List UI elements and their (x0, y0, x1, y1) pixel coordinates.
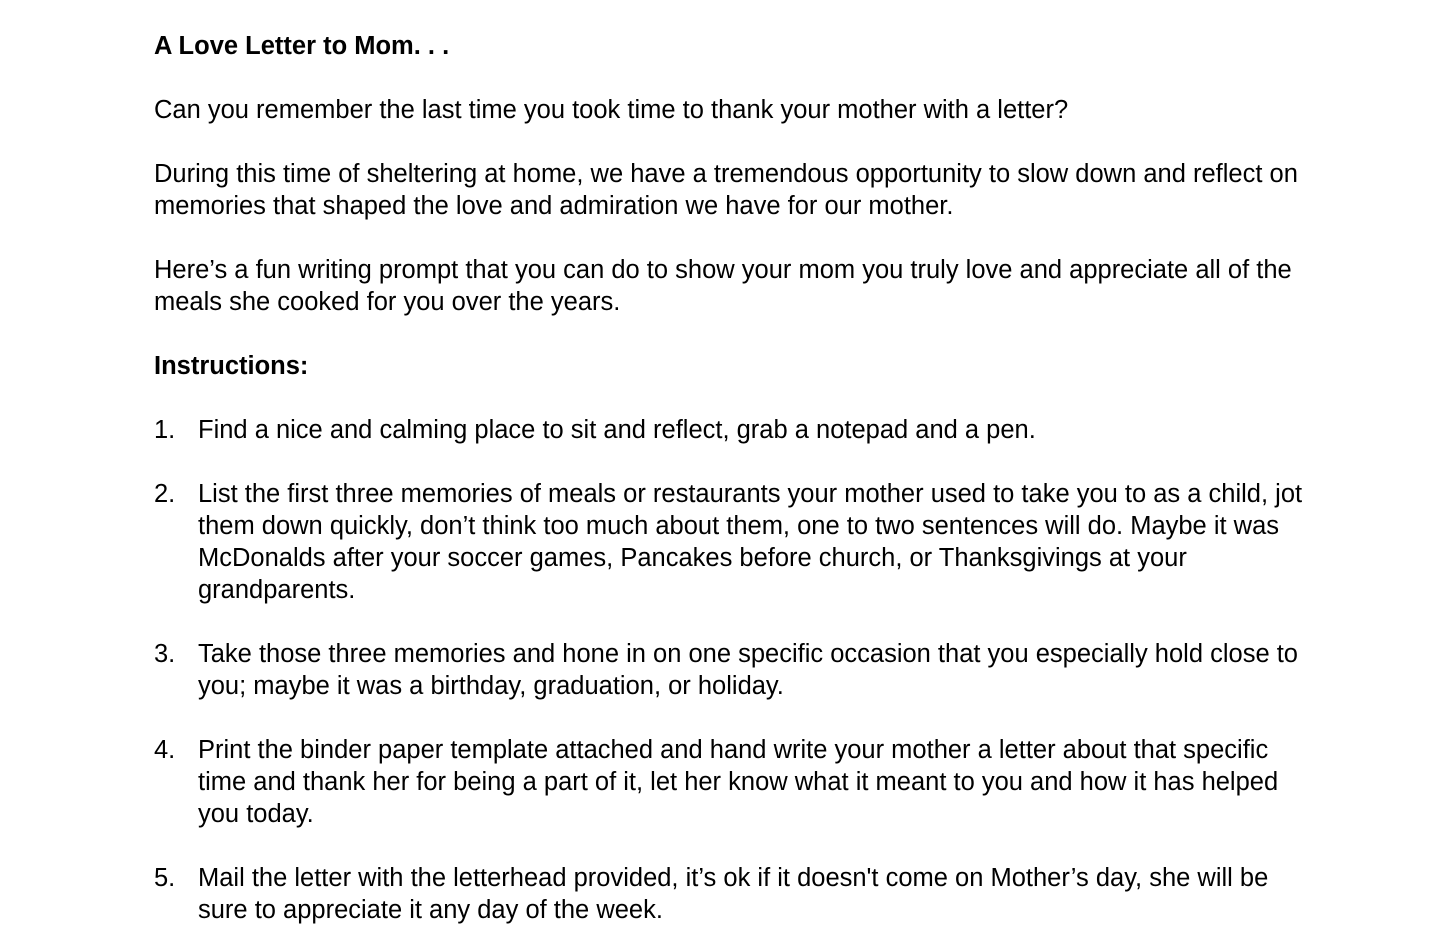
sheltering-paragraph: During this time of sheltering at home, we have a tremendous opportunity to slow down and reflect on memories that shaped the love and admiration we have for our mother. (154, 160, 1298, 220)
intro-paragraph: Can you remember the last time you took time to thank your mother with a letter? (154, 96, 1069, 124)
step-text: Take those three memories and hone in on one specific occasion that you especially hold close to you; maybe it was a birthday, graduation, or holiday. (198, 640, 1298, 700)
step-text: List the first three memories of meals or restaurants your mother used to take you to as a child, jot them down quickly, don’t think too much about them, one to two sentences will do. Maybe it was McDonalds after your soccer games, Pancakes before church, or Thanksgivings at your grandparents. (198, 480, 1303, 604)
instruction-step-5 (154, 862, 1314, 926)
instruction-step-1 (154, 414, 1314, 446)
step-number: 5. (154, 864, 176, 892)
instruction-step-4 (154, 734, 1314, 830)
step-number: 2. (154, 480, 176, 508)
writing-prompt-paragraph: Here’s a fun writing prompt that you can do to show your mom you truly love and appreciate all of the meals she cooked for you over the years. (154, 256, 1292, 316)
instructions-heading: Instructions: (154, 352, 309, 380)
instruction-step-3 (154, 638, 1314, 702)
step-text: Mail the letter with the letterhead provided, it’s ok if it doesn't come on Mother’s day, she will be sure to appreciate it any day of the week. (198, 864, 1269, 924)
instructions-list (154, 414, 1314, 926)
step-number: 4. (154, 736, 176, 764)
document (154, 30, 1314, 926)
step-text: Print the binder paper template attached and hand write your mother a letter about that specific time and thank her for being a part of it, let her know what it meant to you and how it has helped you today. (198, 736, 1279, 828)
instruction-step-2 (154, 478, 1314, 606)
step-number: 1. (154, 416, 176, 444)
step-number: 3. (154, 640, 176, 668)
document-title: A Love Letter to Mom. . . (154, 32, 450, 60)
step-text: Find a nice and calming place to sit and reflect, grab a notepad and a pen. (198, 416, 1036, 444)
